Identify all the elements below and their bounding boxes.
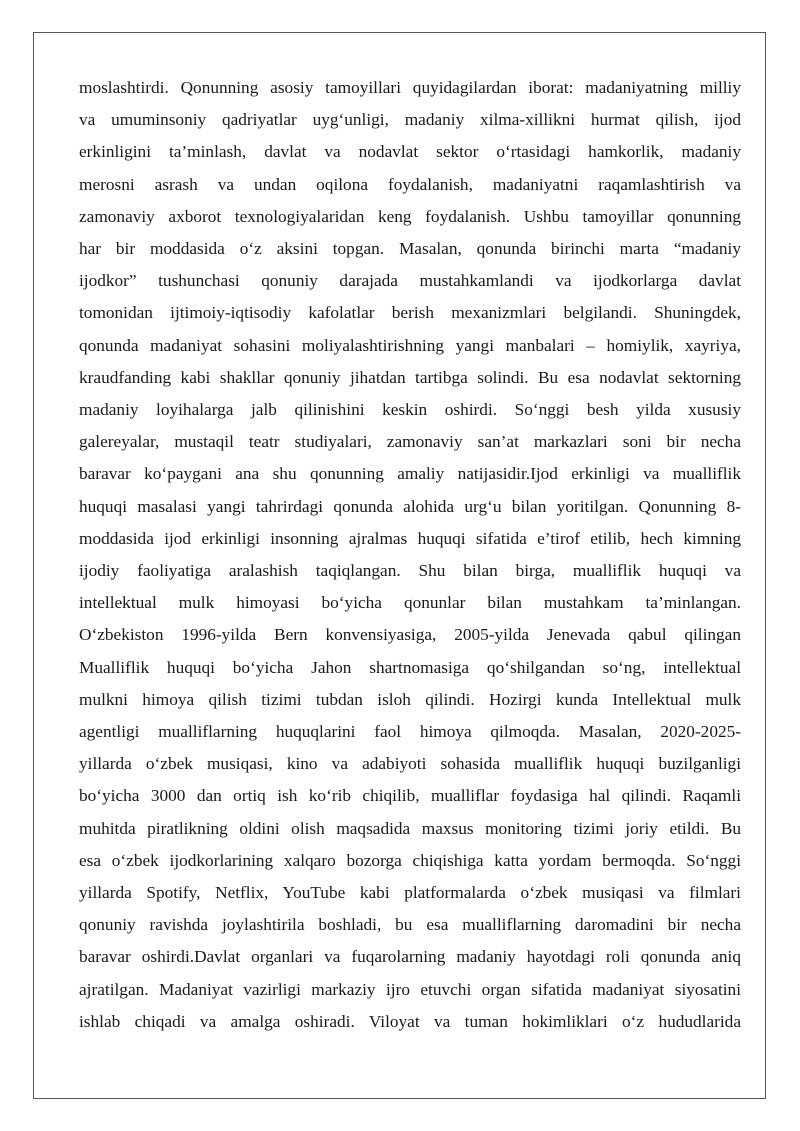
text-line: O‘zbekiston 1996-yilda Bern konvensiyasiga, 2005-yilda Jenevada qabul qilingan [79,625,741,645]
text-line: moddasida ijod erkinligi insonning ajralmas huquqi sifatida e’tirof etilib, hech kimning [79,528,741,548]
text-line: ijodkor” tushunchasi qonuniy darajada mustahkamlandi va ijodkorlarga davlat [79,271,741,291]
text-line: galereyalar, mustaqil teatr studiyalari, zamonaviy san’at markazlari soni bir necha [79,432,741,452]
text-line: intellektual mulk himoyasi bo‘yicha qonunlar bilan mustahkam ta’minlangan. [79,593,741,613]
text-line: qonunda madaniyat sohasini moliyalashtirishning yangi manbalari – homiylik, xayriya, [79,335,741,355]
text-line: mulkni himoya qilish tizimi tubdan isloh qilindi. Hozirgi kunda Intellektual mulk [79,689,741,709]
text-line: agentligi mualliflarning huquqlarini faol himoya qilmoqda. Masalan, 2020-2025- [79,722,741,742]
text-line: yillarda o‘zbek musiqasi, kino va adabiyoti sohasida mualliflik huquqi buzilganligi [79,754,741,774]
text-line: yillarda Spotify, Netflix, YouTube kabi platformalarda o‘zbek musiqasi va filmlari [79,883,741,903]
text-line: va umuminsoniy qadriyatlar uyg‘unligi, madaniy xilma-xillikni hurmat qilish, ijod [79,110,741,130]
text-line: erkinligini ta’minlash, davlat va nodavlat sektor o‘rtasidagi hamkorlik, madaniy [79,142,741,162]
text-line: har bir moddasida o‘z aksini topgan. Masalan, qonunda birinchi marta “madaniy [79,239,741,259]
text-line: bo‘yicha 3000 dan ortiq ish ko‘rib chiqilib, mualliflar foydasiga hal qilindi. Raqamli [79,786,741,806]
text-line: merosni asrash va undan oqilona foydalanish, madaniyatni raqamlashtirish va [79,174,741,194]
text-line: baravar ko‘paygani ana shu qonunning amaliy natijasidir.Ijod erkinligi va mualliflik [79,464,741,484]
text-line: tomonidan ijtimoiy-iqtisodiy kafolatlar berish mexanizmlari belgilandi. Shuningdek, [79,303,741,323]
text-line: muhitda piratlikning oldini olish maqsadida maxsus monitoring tizimi joriy etildi. Bu [79,818,741,838]
text-line: ajratilgan. Madaniyat vazirligi markaziy ijro etuvchi organ sifatida madaniyat siyosatini [79,979,741,999]
text-line: ishlab chiqadi va amalga oshiradi. Viloyat va tuman hokimliklari o‘z hududlarida [79,1011,741,1031]
text-line: madaniy loyihalarga jalb qilinishini keskin oshirdi. So‘nggi besh yilda xususiy [79,400,741,420]
text-line: Mualliflik huquqi bo‘yicha Jahon shartnomasiga qo‘shilgandan so‘ng, intellektual [79,657,741,677]
text-line: kraudfanding kabi shakllar qonuniy jihatdan tartibga solindi. Bu esa nodavlat sektorning [79,367,741,387]
text-line: zamonaviy axborot texnologiyalaridan keng foydalanish. Ushbu tamoyillar qonunning [79,206,741,226]
text-line: ijodiy faoliyatiga aralashish taqiqlangan. Shu bilan birga, mualliflik huquqi va [79,561,741,581]
document-body [79,72,741,1038]
text-line: huquqi masalasi yangi tahrirdagi qonunda alohida urg‘u bilan yoritilgan. Qonunning 8- [79,496,741,516]
text-line: baravar oshirdi.Davlat organlari va fuqarolarning madaniy hayotdagi roli qonunda aniq [79,947,741,967]
text-line: moslashtirdi. Qonunning asosiy tamoyillari quyidagilardan iborat: madaniyatning milliy [79,78,741,97]
text-line: esa o‘zbek ijodkorlarining xalqaro bozorga chiqishiga katta yordam bermoqda. So‘nggi [79,850,741,870]
text-line: qonuniy ravishda joylashtirila boshladi, bu esa mualliflarning daromadini bir necha [79,915,741,935]
